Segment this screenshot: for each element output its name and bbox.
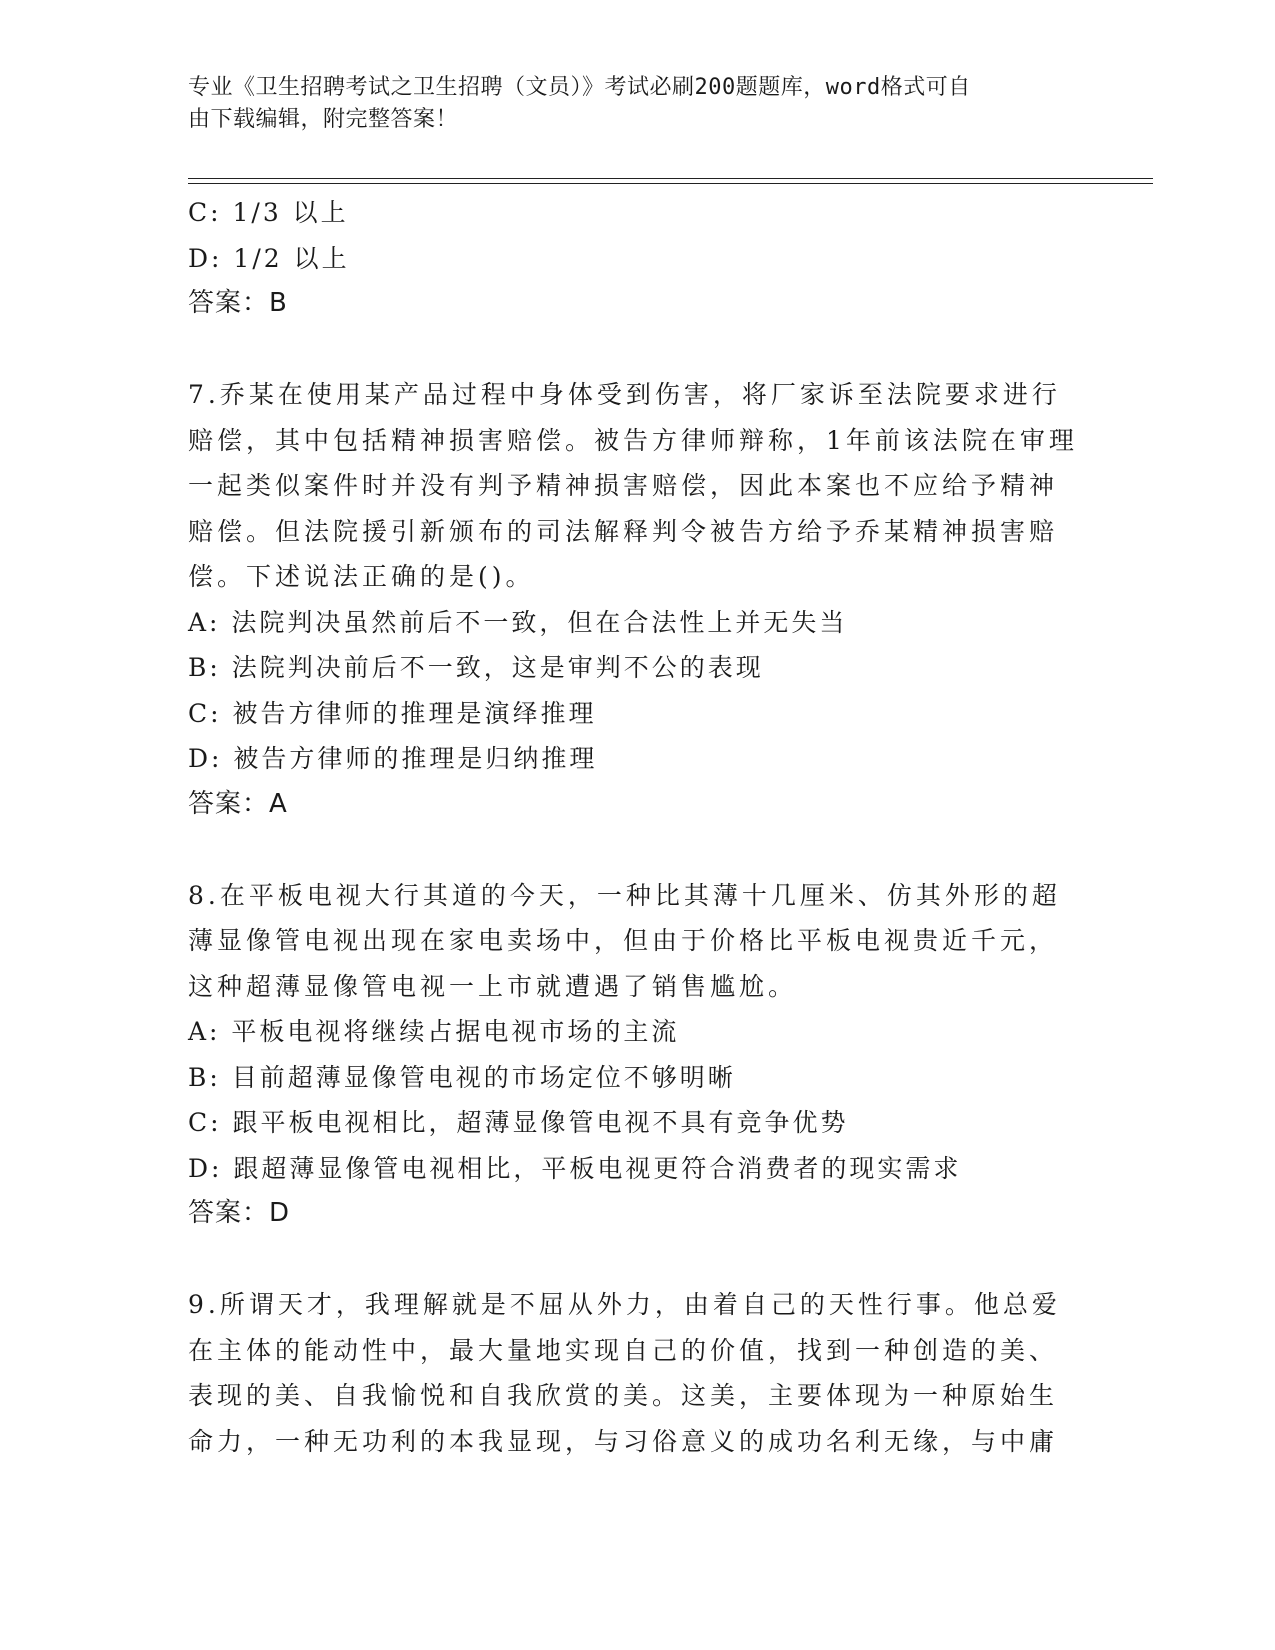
option-d: D: 1/2 以上 xyxy=(188,243,350,273)
spacer xyxy=(188,1237,1088,1283)
question-stem-line: 偿。下述说法正确的是()。 xyxy=(188,562,535,591)
question-stem-line: 表现的美、自我愉悦和自我欣赏的美。这美，主要体现为一种原始生 xyxy=(188,1381,1059,1410)
header-divider xyxy=(188,183,1153,184)
option-c: C: 跟平板电视相比，超薄显像管电视不具有竞争优势 xyxy=(188,1108,849,1137)
question-stem-line: 薄显像管电视出现在家电卖场中，但由于价格比平板电视贵近千元， xyxy=(188,926,1059,955)
question-content xyxy=(188,190,1088,1464)
question-stem-line: 赔偿，其中包括精神损害赔偿。被告方律师辩称，1年前该法院在审理 xyxy=(188,425,1078,455)
option-b: B: 目前超薄显像管电视的市场定位不够明晰 xyxy=(188,1062,736,1092)
option-d: D: 跟超薄显像管电视相比，平板电视更符合消费者的现实需求 xyxy=(188,1153,962,1183)
question-stem-line: 一起类似案件时并没有判予精神损害赔偿，因此本案也不应给予精神 xyxy=(188,471,1059,500)
answer-line: 答案：B xyxy=(188,288,288,318)
document-header xyxy=(188,72,1068,136)
question-9 xyxy=(188,1282,1088,1464)
option-c: C: 被告方律师的推理是演绎推理 xyxy=(188,698,597,728)
question-stem-line: 7.乔某在使用某产品过程中身体受到伤害，将厂家诉至法院要求进行 xyxy=(188,380,1061,409)
question-8 xyxy=(188,873,1088,1237)
question-7 xyxy=(188,372,1088,827)
header-line: 专业《卫生招聘考试之卫生招聘（文员）》考试必刷200题题库，word格式可自 xyxy=(188,75,971,100)
option-d: D: 被告方律师的推理是归纳推理 xyxy=(188,744,598,773)
option-b: B: 法院判决前后不一致，这是审判不公的表现 xyxy=(188,653,764,682)
option-a: A: 平板电视将继续占据电视市场的主流 xyxy=(188,1017,680,1046)
header-line: 由下载编辑，附完整答案！ xyxy=(188,107,459,132)
spacer xyxy=(188,327,1088,373)
spacer xyxy=(188,827,1088,873)
question-stem-line: 赔偿。但法院援引新颁布的司法解释判令被告方给予乔某精神损害赔 xyxy=(188,516,1059,546)
option-a: A: 法院判决虽然前后不一致，但在合法性上并无失当 xyxy=(188,607,848,637)
header-divider xyxy=(188,178,1153,179)
question-stem-line: 9.所谓天才，我理解就是不屈从外力，由着自己的天性行事。他总爱 xyxy=(188,1290,1061,1319)
question-stem-line: 在主体的能动性中，最大量地实现自己的价值，找到一种创造的美、 xyxy=(188,1335,1059,1365)
question-stem-line: 命力，一种无功利的本我显现，与习俗意义的成功名利无缘，与中庸 xyxy=(188,1426,1059,1456)
question-stem-line: 8.在平板电视大行其道的今天，一种比其薄十几厘米、仿其外形的超 xyxy=(188,880,1061,910)
previous-question xyxy=(188,190,1088,327)
answer-line: 答案：A xyxy=(188,788,288,819)
question-stem-line: 这种超薄显像管电视一上市就遭遇了销售尴尬。 xyxy=(188,971,798,1001)
option-c: C: 1/3 以上 xyxy=(188,198,349,227)
answer-line: 答案：D xyxy=(188,1198,291,1228)
